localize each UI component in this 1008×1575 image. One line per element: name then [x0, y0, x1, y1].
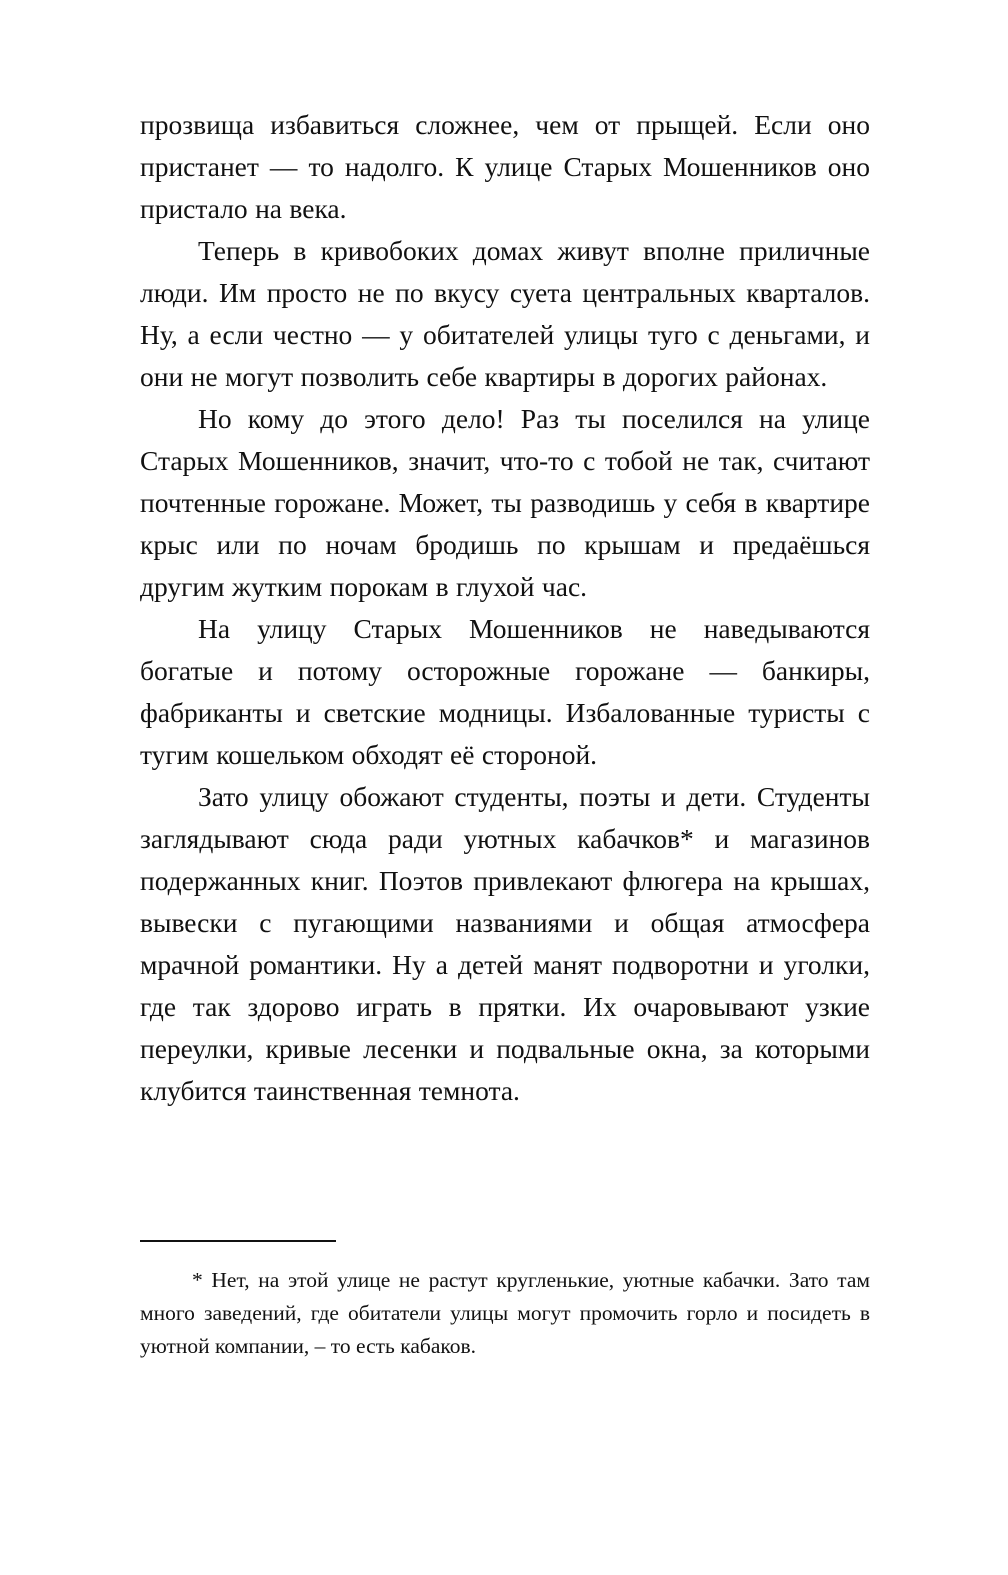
paragraph-2: Теперь в кривобоких домах живут вполне приличные люди. Им просто не по вкусу суета центральных кварталов. Ну, а если честно — у обитателей улицы туго с деньгами, и они не могут позволить себе квартиры в дорогих районах. [140, 235, 870, 392]
footnote-separator-rule [140, 1240, 336, 1242]
paragraph-5: Зато улицу обожают студенты, поэты и дети. Студенты заглядывают сюда ради уютных кабачков* и магазинов подержанных книг. Поэтов привлекают флюгера на крышах, вывески с пугающими названиями и общая атмосфера мрачной романтики. Ну а детей манят подворотни и уголки, где так здорово играть в прятки. Их очаровывают узкие переулки, кривые лесенки и подвальные окна, за которыми клубится таинственная темнота. [140, 781, 870, 1106]
footnote-area [140, 1240, 870, 1363]
page-text-block [140, 104, 870, 1112]
paragraph-1: прозвища избавиться сложнее, чем от прыщей. Если оно пристанет — то надолго. К улице Старых Мошенников оно пристало на века. [140, 109, 870, 224]
footnote-text: * Нет, на этой улице не растут кругленькие, уютные кабачки. Зато там много заведений, где обитатели улицы могут промочить горло и посидеть в уютной компании, – то есть кабаков. [140, 1268, 870, 1358]
paragraph-3: Но кому до этого дело! Раз ты поселился на улице Старых Мошенников, значит, что-то с тобой не так, считают почтенные горожане. Может, ты разводишь у себя в квартире крыс или по ночам бродишь по крышам и предаёшься другим жутким порокам в глухой час. [140, 403, 870, 602]
paragraph-4: На улицу Старых Мошенников не наведываются богатые и потому осторожные горожане — банкиры, фабриканты и светские модницы. Избалованные туристы с тугим кошельком обходят её стороной. [140, 613, 870, 770]
